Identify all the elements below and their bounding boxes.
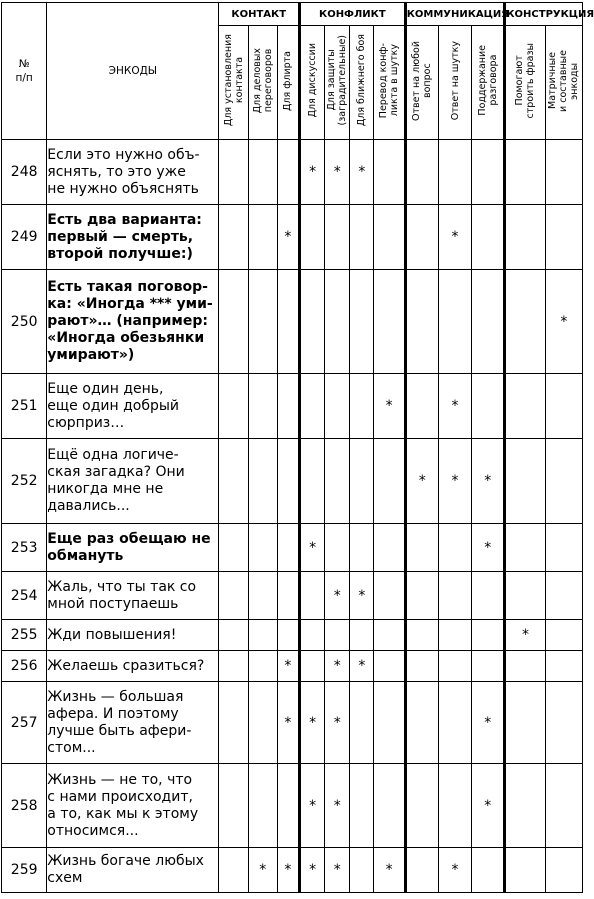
column-header-label: Ответ на шутку [449, 40, 461, 121]
mark-cell [219, 140, 248, 205]
table-row [2, 764, 583, 848]
mark-cell [405, 374, 438, 439]
row-number: 259 [2, 848, 47, 893]
mark-cell [300, 764, 325, 848]
mark-cell [325, 140, 350, 205]
asterisk-mark: * [309, 714, 317, 731]
row-number: 249 [2, 205, 47, 270]
mark-cell [374, 524, 405, 572]
mark-cell [505, 620, 545, 651]
mark-cell [438, 651, 471, 682]
asterisk-mark: * [451, 229, 459, 245]
mark-cell [350, 140, 374, 205]
column-header-3 [300, 26, 325, 140]
asterisk-mark: * [284, 229, 292, 245]
asterisk-mark: * [484, 473, 492, 489]
column-header-label: Для дискуссии [307, 43, 319, 118]
mark-cell [277, 651, 299, 682]
mark-cell [300, 524, 325, 572]
row-number: 254 [2, 572, 47, 620]
table-row [2, 572, 583, 620]
mark-cell [219, 764, 248, 848]
column-header-label: Поддержание разговора [476, 45, 499, 116]
column-header-6 [374, 26, 405, 140]
mark-cell [374, 374, 405, 439]
asterisk-mark: * [358, 658, 366, 674]
mark-cell [219, 651, 248, 682]
table-row [2, 205, 583, 270]
mark-cell [438, 205, 471, 270]
mark-cell [545, 848, 582, 893]
mark-cell [374, 848, 405, 893]
column-header-label: Для установления контакта [222, 34, 245, 127]
table-body [2, 140, 583, 893]
mark-cell [325, 764, 350, 848]
table-row [2, 651, 583, 682]
mark-cell [300, 620, 325, 651]
enkody-column-header: ЭНКОДЫ [47, 3, 219, 140]
encode-text: Есть такая поговор- ка: «Иногда *** уми- рают»… (например: «Иногда обезьянки умирают») [47, 270, 219, 374]
column-header-1 [248, 26, 277, 140]
mark-cell [405, 524, 438, 572]
mark-cell [300, 682, 325, 764]
column-header-label: Ответ на любой вопрос [411, 40, 434, 121]
mark-cell [300, 374, 325, 439]
table-row [2, 270, 583, 374]
encode-text: Жизнь — большая афера. И поэтому лучше быть афери- стом... [47, 682, 219, 764]
mark-cell [438, 140, 471, 205]
mark-cell [405, 620, 438, 651]
mark-cell [277, 439, 299, 524]
asterisk-mark: * [309, 797, 317, 814]
mark-cell [350, 682, 374, 764]
mark-cell [248, 439, 277, 524]
asterisk-mark: * [284, 658, 292, 674]
asterisk-mark: * [333, 797, 341, 814]
mark-cell [219, 205, 248, 270]
mark-cell [325, 439, 350, 524]
row-number: 250 [2, 270, 47, 374]
mark-cell [277, 270, 299, 374]
asterisk-mark: * [333, 862, 341, 878]
mark-cell [438, 524, 471, 572]
mark-cell [277, 374, 299, 439]
asterisk-mark: * [309, 862, 317, 878]
mark-cell [472, 205, 505, 270]
asterisk-mark: * [451, 473, 459, 489]
mark-cell [248, 374, 277, 439]
mark-cell [505, 848, 545, 893]
mark-cell [277, 682, 299, 764]
mark-cell [277, 620, 299, 651]
asterisk-mark: * [284, 714, 292, 731]
encode-text: Жаль, что ты так со мной поступаешь [47, 572, 219, 620]
mark-cell [405, 205, 438, 270]
mark-cell [219, 524, 248, 572]
asterisk-mark: * [284, 862, 292, 878]
mark-cell [545, 524, 582, 572]
mark-cell [248, 848, 277, 893]
mark-cell [300, 270, 325, 374]
mark-cell [300, 205, 325, 270]
mark-cell [350, 374, 374, 439]
column-header-5 [350, 26, 374, 140]
asterisk-mark: * [521, 627, 529, 643]
asterisk-mark: * [333, 658, 341, 674]
mark-cell [545, 140, 582, 205]
table-row [2, 140, 583, 205]
row-number: 251 [2, 374, 47, 439]
mark-cell [374, 651, 405, 682]
encode-text: Еще один день, еще один добрый сюрприз… [47, 374, 219, 439]
column-header-11 [545, 26, 582, 140]
mark-cell [350, 524, 374, 572]
mark-cell [350, 205, 374, 270]
mark-cell [405, 140, 438, 205]
column-header-10 [505, 26, 545, 140]
mark-cell [219, 620, 248, 651]
mark-cell [545, 651, 582, 682]
asterisk-mark: * [358, 587, 366, 604]
mark-cell [505, 439, 545, 524]
mark-cell [300, 572, 325, 620]
encode-text: Желаешь сразиться? [47, 651, 219, 682]
mark-cell [505, 374, 545, 439]
mark-cell [277, 572, 299, 620]
mark-cell [219, 439, 248, 524]
mark-cell [438, 764, 471, 848]
mark-cell [350, 848, 374, 893]
column-header-4 [325, 26, 350, 140]
mark-cell [219, 682, 248, 764]
mark-cell [405, 848, 438, 893]
mark-cell [374, 205, 405, 270]
group-header-kontakt: КОНТАКТ [219, 3, 300, 26]
mark-cell [472, 439, 505, 524]
mark-cell [472, 270, 505, 374]
asterisk-mark: * [333, 587, 341, 604]
column-header-9 [472, 26, 505, 140]
mark-cell [505, 270, 545, 374]
group-header-konflikt: КОНФЛИКТ [300, 3, 406, 26]
num-column-header: № п/п [2, 3, 47, 140]
mark-cell [545, 205, 582, 270]
mark-cell [325, 682, 350, 764]
table-row [2, 620, 583, 651]
mark-cell [438, 439, 471, 524]
encode-text: Еще раз обещаю не обмануть [47, 524, 219, 572]
column-header-label: Для деловых переговоров [251, 47, 274, 114]
asterisk-mark: * [484, 714, 492, 731]
encode-text: Есть два варианта: первый — смерть, второй получше:) [47, 205, 219, 270]
mark-cell [405, 572, 438, 620]
mark-cell [472, 524, 505, 572]
mark-cell [472, 374, 505, 439]
mark-cell [248, 524, 277, 572]
asterisk-mark: * [560, 313, 568, 330]
mark-cell [472, 682, 505, 764]
mark-cell [277, 524, 299, 572]
mark-cell [277, 764, 299, 848]
group-header-row [2, 3, 583, 26]
encode-text: Жди повышения! [47, 620, 219, 651]
mark-cell [350, 764, 374, 848]
mark-cell [374, 270, 405, 374]
column-header-label: Матричные и составные энкоды [547, 49, 581, 112]
mark-cell [472, 651, 505, 682]
mark-cell [248, 205, 277, 270]
mark-cell [545, 682, 582, 764]
mark-cell [545, 572, 582, 620]
mark-cell [325, 270, 350, 374]
mark-cell [505, 651, 545, 682]
mark-cell [277, 140, 299, 205]
mark-cell [374, 439, 405, 524]
mark-cell [350, 572, 374, 620]
mark-cell [350, 620, 374, 651]
mark-cell [405, 651, 438, 682]
mark-cell [438, 620, 471, 651]
mark-cell [505, 140, 545, 205]
mark-cell [219, 572, 248, 620]
column-header-label: Перевод конф- ликта в шутку [378, 42, 401, 119]
mark-cell [350, 270, 374, 374]
asterisk-mark: * [309, 539, 317, 556]
column-header-0 [219, 26, 248, 140]
mark-cell [374, 682, 405, 764]
encode-text: Жизнь богаче любых схем [47, 848, 219, 893]
mark-cell [350, 439, 374, 524]
mark-cell [248, 651, 277, 682]
mark-cell [505, 524, 545, 572]
asterisk-mark: * [418, 473, 426, 489]
mark-cell [438, 572, 471, 620]
mark-cell [405, 439, 438, 524]
row-number: 255 [2, 620, 47, 651]
group-header-kommunikatsiya: КОММУНИКАЦИЯ [405, 3, 505, 26]
row-number: 256 [2, 651, 47, 682]
mark-cell [472, 620, 505, 651]
mark-cell [248, 764, 277, 848]
table-row [2, 439, 583, 524]
column-header-label: Для ближнего боя [356, 34, 368, 127]
mark-cell [438, 682, 471, 764]
asterisk-mark: * [484, 539, 492, 556]
row-number: 257 [2, 682, 47, 764]
asterisk-mark: * [451, 398, 459, 414]
mark-cell [438, 270, 471, 374]
mark-cell [545, 270, 582, 374]
encode-text: Если это нужно объ- яснять, то это уже не нужно объяснять [47, 140, 219, 205]
column-header-label: Помогают строить фразы [514, 42, 537, 119]
mark-cell [219, 270, 248, 374]
asterisk-mark: * [385, 398, 393, 414]
mark-cell [300, 848, 325, 893]
mark-cell [505, 572, 545, 620]
mark-cell [219, 374, 248, 439]
mark-cell [374, 764, 405, 848]
mark-cell [545, 374, 582, 439]
column-header-2 [277, 26, 299, 140]
mark-cell [374, 140, 405, 205]
table-row [2, 848, 583, 893]
column-header-label: Для флирта [282, 50, 294, 111]
asterisk-mark: * [309, 164, 317, 180]
mark-cell [325, 572, 350, 620]
mark-cell [438, 848, 471, 893]
mark-cell [277, 848, 299, 893]
mark-cell [325, 848, 350, 893]
asterisk-mark: * [484, 797, 492, 814]
mark-cell [300, 651, 325, 682]
mark-cell [374, 620, 405, 651]
mark-cell [545, 620, 582, 651]
asterisk-mark: * [259, 862, 267, 878]
asterisk-mark: * [385, 862, 393, 878]
mark-cell [325, 651, 350, 682]
table-row [2, 682, 583, 764]
mark-cell [545, 439, 582, 524]
mark-cell [277, 205, 299, 270]
group-header-konstruktsiya: КОНСТРУКЦИЯ [505, 3, 583, 26]
mark-cell [248, 270, 277, 374]
row-number: 253 [2, 524, 47, 572]
column-header-8 [438, 26, 471, 140]
mark-cell [505, 682, 545, 764]
mark-cell [325, 620, 350, 651]
row-number: 252 [2, 439, 47, 524]
mark-cell [505, 764, 545, 848]
column-header-label: Для защиты (заградительные) [326, 35, 349, 126]
mark-cell [405, 764, 438, 848]
asterisk-mark: * [358, 164, 366, 180]
mark-cell [505, 205, 545, 270]
row-number: 248 [2, 140, 47, 205]
row-number: 258 [2, 764, 47, 848]
mark-cell [374, 572, 405, 620]
asterisk-mark: * [333, 164, 341, 180]
mark-cell [472, 848, 505, 893]
mark-cell [350, 651, 374, 682]
mark-cell [325, 205, 350, 270]
column-header-7 [405, 26, 438, 140]
mark-cell [248, 572, 277, 620]
asterisk-mark: * [451, 862, 459, 878]
mark-cell [248, 682, 277, 764]
mark-cell [325, 374, 350, 439]
encode-text: Жизнь — не то, что с нами происходит, а то, как мы к этому относимся... [47, 764, 219, 848]
mark-cell [300, 140, 325, 205]
mark-cell [325, 524, 350, 572]
asterisk-mark: * [333, 714, 341, 731]
table-row [2, 374, 583, 439]
table-row [2, 524, 583, 572]
mark-cell [405, 270, 438, 374]
mark-cell [472, 140, 505, 205]
mark-cell [405, 682, 438, 764]
encode-text: Ещё одна логиче- ская загадка? Они никогда мне не давались... [47, 439, 219, 524]
mark-cell [438, 374, 471, 439]
mark-cell [248, 620, 277, 651]
mark-cell [300, 439, 325, 524]
mark-cell [472, 572, 505, 620]
mark-cell [248, 140, 277, 205]
mark-cell [545, 764, 582, 848]
mark-cell [472, 764, 505, 848]
mark-cell [219, 848, 248, 893]
encodes-table [1, 2, 594, 893]
